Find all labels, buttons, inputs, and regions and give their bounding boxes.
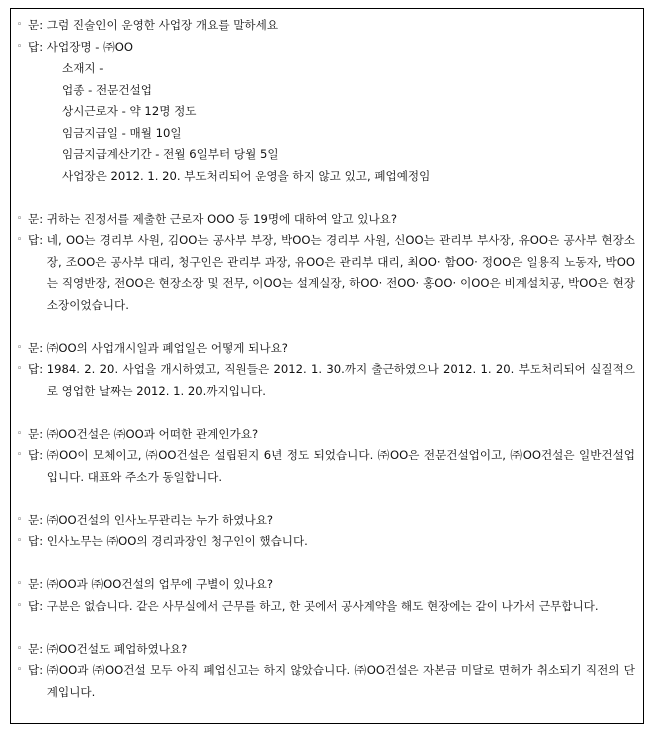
spacer — [17, 316, 635, 338]
spacer — [17, 402, 635, 424]
answer-line: 임금지급일 - 매월 10일 — [62, 125, 182, 140]
question-text: ㈜OO건설도 폐업하였나요? — [46, 641, 188, 656]
question-label: 문: — [28, 512, 47, 527]
answer-text: ㈜OO과 ㈜OO건설 모두 아직 폐업신고는 하지 않았습니다. ㈜OO건설은 자본금 미달로 면허가 취소되기 직전의 단계입니다. — [46, 663, 635, 699]
question-text: ㈜OO과 ㈜OO건설의 업무에 구별이 있나요? — [46, 577, 273, 591]
question-row — [17, 574, 635, 596]
answer-line: 사업장명 - ㈜OO — [46, 39, 133, 54]
bullet-icon: ◦ — [17, 643, 23, 654]
bullet-icon: ◦ — [17, 213, 23, 224]
bullet-icon: ◦ — [17, 450, 23, 460]
bullet-icon: ◦ — [17, 20, 23, 30]
question-label: 문: — [28, 426, 47, 441]
answer-text: 구분은 없습니다. 같은 사무실에서 근무를 하고, 한 곳에서 공사계약을 해도 현장에는 같이 나가서 근무합니다. — [46, 598, 599, 613]
question-label: 문: — [28, 211, 47, 226]
document-frame — [10, 8, 644, 724]
answer-row — [17, 230, 635, 316]
bullet-icon: ◦ — [17, 665, 23, 675]
interview-record — [17, 15, 635, 703]
answer-label: 답: — [28, 39, 47, 54]
answer-text: ㈜OO이 모체이고, ㈜OO건설은 설립된지 6년 정도 되었습니다. ㈜OO은 전문건설업이고, ㈜OO건설은 일반건설업입니다. 대표와 주소가 동일합니다. — [46, 448, 635, 484]
question-row — [17, 15, 635, 37]
bullet-icon: ◦ — [17, 514, 23, 525]
answer-label: 답: — [28, 448, 47, 462]
answer-label: 답: — [28, 362, 47, 376]
answer-row — [17, 445, 635, 488]
bullet-icon: ◦ — [17, 600, 23, 611]
question-row — [17, 510, 635, 532]
answer-label: 답: — [28, 233, 47, 247]
question-text: 귀하는 진정서를 제출한 근로자 OOO 등 19명에 대하여 알고 있나요? — [46, 211, 398, 226]
question-text: 그럼 진술인이 운영한 사업장 개요를 말하세요 — [46, 18, 279, 32]
answer-line: 상시근로자 - 약 12명 정도 — [62, 104, 197, 118]
answer-label: 답: — [28, 663, 47, 677]
question-text: ㈜OO의 사업개시일과 폐업일은 어떻게 되나요? — [46, 340, 288, 355]
bullet-icon: ◦ — [17, 41, 23, 52]
answer-line: 임금지급계산기간 - 전월 6일부터 당월 5일 — [62, 147, 279, 161]
bullet-icon: ◦ — [17, 536, 23, 546]
answer-row — [17, 359, 635, 402]
question-label: 문: — [28, 641, 47, 656]
answer-row — [17, 531, 635, 553]
answer-line: 업종 - 전문건설업 — [62, 82, 152, 97]
question-row — [17, 209, 635, 231]
bullet-icon: ◦ — [17, 342, 23, 353]
bullet-icon: ◦ — [17, 235, 23, 245]
spacer — [17, 553, 635, 575]
question-row — [17, 639, 635, 661]
bullet-icon: ◦ — [17, 428, 23, 439]
bullet-icon: ◦ — [17, 364, 23, 374]
answer-label: 답: — [28, 534, 47, 548]
spacer — [17, 187, 635, 209]
answer-line: 사업장은 2012. 1. 20. 부도처리되어 운영을 하지 않고 있고, 폐업예정임 — [62, 168, 431, 183]
question-label: 문: — [28, 577, 47, 591]
answer-row — [17, 660, 635, 703]
answer-line: 소재지 - — [62, 61, 104, 75]
bullet-icon: ◦ — [17, 579, 23, 589]
question-label: 문: — [28, 18, 47, 32]
answer-row — [17, 37, 635, 59]
question-text: ㈜OO건설은 ㈜OO과 어떠한 관계인가요? — [46, 426, 259, 441]
answer-text: 1984. 2. 20. 사업을 개시하였고, 직원들은 2012. 1. 30.까지 출근하였으나 2012. 1. 20. 부도처리되어 실질적으로 영업한 날짜는 2012. 1. 20.까지입니다. — [46, 362, 635, 398]
spacer — [17, 617, 635, 639]
question-text: ㈜OO건설의 인사노무관리는 누가 하였나요? — [46, 512, 274, 527]
question-row — [17, 424, 635, 446]
spacer — [17, 488, 635, 510]
question-label: 문: — [28, 340, 47, 355]
answer-row — [17, 596, 635, 618]
answer-label: 답: — [28, 598, 47, 613]
answer-text: 네, OO는 경리부 사원, 김OO는 공사부 부장, 박OO는 경리부 사원, 신OO는 관리부 부사장, 유OO은 공사부 현장소장, 조OO은 공사부 대리, 청구인은 관리부 과장, 유OO은 관리부 대리, 최OO· 함OO· 정OO은 일용직 노동자, 박OO는 직영반장, 전OO은 현장소장 및 전무, 이OO는 설계실장, 하OO· 전OO· 홍OO· 이OO은 비계설치공, 박OO은 현장소장이었습니다. — [46, 233, 635, 312]
answer-text: 인사노무는 ㈜OO의 경리과장인 청구인이 했습니다. — [46, 534, 308, 548]
question-row — [17, 338, 635, 360]
